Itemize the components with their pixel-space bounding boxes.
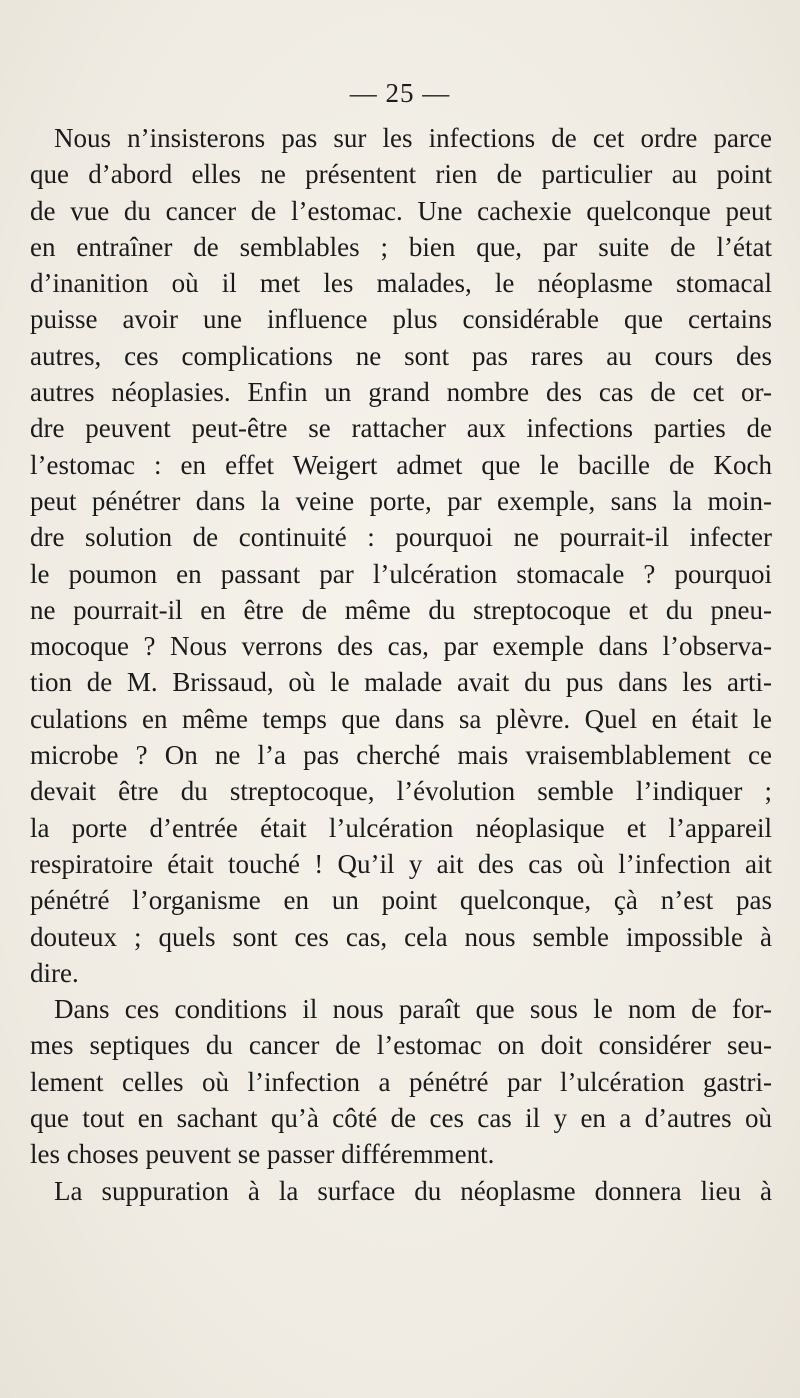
text-line: que d’abord elles ne présentent rien de particulier au point — [30, 159, 772, 190]
text-line: devait être du streptocoque, l’évolution semble l’indiquer ; — [30, 776, 772, 807]
page-number: — 25 — — [349, 78, 451, 108]
text-line: la porte d’entrée était l’ulcération néoplasique et l’appareil — [30, 812, 772, 843]
text-line: le poumon en passant par l’ulcération stomacale ? pourquoi — [30, 558, 772, 589]
text-line: d’inanition où il met les malades, le néoplasme stomacal — [30, 268, 772, 299]
text-line: microbe ? On ne l’a pas cherché mais vraisemblablement ce — [30, 740, 772, 771]
text-line: puisse avoir une influence plus considérable que certains — [30, 304, 772, 335]
text-line: autres, ces complications ne sont pas rares au cours des — [30, 340, 772, 371]
text-line: lement celles où l’infection a pénétré par l’ulcération gastri- — [30, 1066, 772, 1097]
text-line: de vue du cancer de l’estomac. Une cachexie quelconque peut — [30, 195, 772, 226]
text-line: mocoque ? Nous verrons des cas, par exemple dans l’observa- — [30, 631, 772, 662]
text-line: tion de M. Brissaud, où le malade avait du pus dans les arti- — [30, 667, 772, 698]
text-line: l’estomac : en effet Weigert admet que le bacille de Koch — [30, 449, 772, 480]
text-line: en entraîner de semblables ; bien que, par suite de l’état — [30, 231, 772, 262]
text-line: autres néoplasies. Enfin un grand nombre des cas de cet or- — [30, 377, 772, 408]
text-line: mes septiques du cancer de l’estomac on doit considérer seu- — [30, 1030, 772, 1061]
text-line: pénétré l’organisme en un point quelconque, çà n’est pas — [30, 885, 772, 916]
text-line: Nous n’insisterons pas sur les infections de cet ordre parce — [54, 123, 772, 153]
text-line: douteux ; quels sont ces cas, cela nous semble impossible à — [30, 921, 772, 952]
text-line: les choses peuvent se passer différemment. — [30, 1139, 495, 1170]
text-line: que tout en sachant qu’à côté de ces cas il y en a d’autres où — [30, 1103, 772, 1134]
text-line: La suppuration à la surface du néoplasme donnera lieu à — [54, 1175, 772, 1206]
text-line: dire. — [30, 957, 79, 988]
text-line: dre peuvent peut-être se rattacher aux infections parties de — [30, 413, 772, 444]
text-line: culations en même temps que dans sa plèvre. Quel en était le — [30, 703, 772, 734]
text-line: Dans ces conditions il nous paraît que sous le nom de for- — [54, 994, 772, 1025]
text-line: ne pourrait-il en être de même du streptocoque et du pneu- — [30, 594, 772, 625]
text-line: peut pénétrer dans la veine porte, par exemple, sans la moin- — [30, 485, 772, 516]
text-line: dre solution de continuité : pourquoi ne pourrait-il infecter — [30, 522, 772, 553]
text-line: respiratoire était touché ! Qu’il y ait des cas où l’infection ait — [30, 848, 772, 879]
body-text — [30, 120, 772, 1209]
